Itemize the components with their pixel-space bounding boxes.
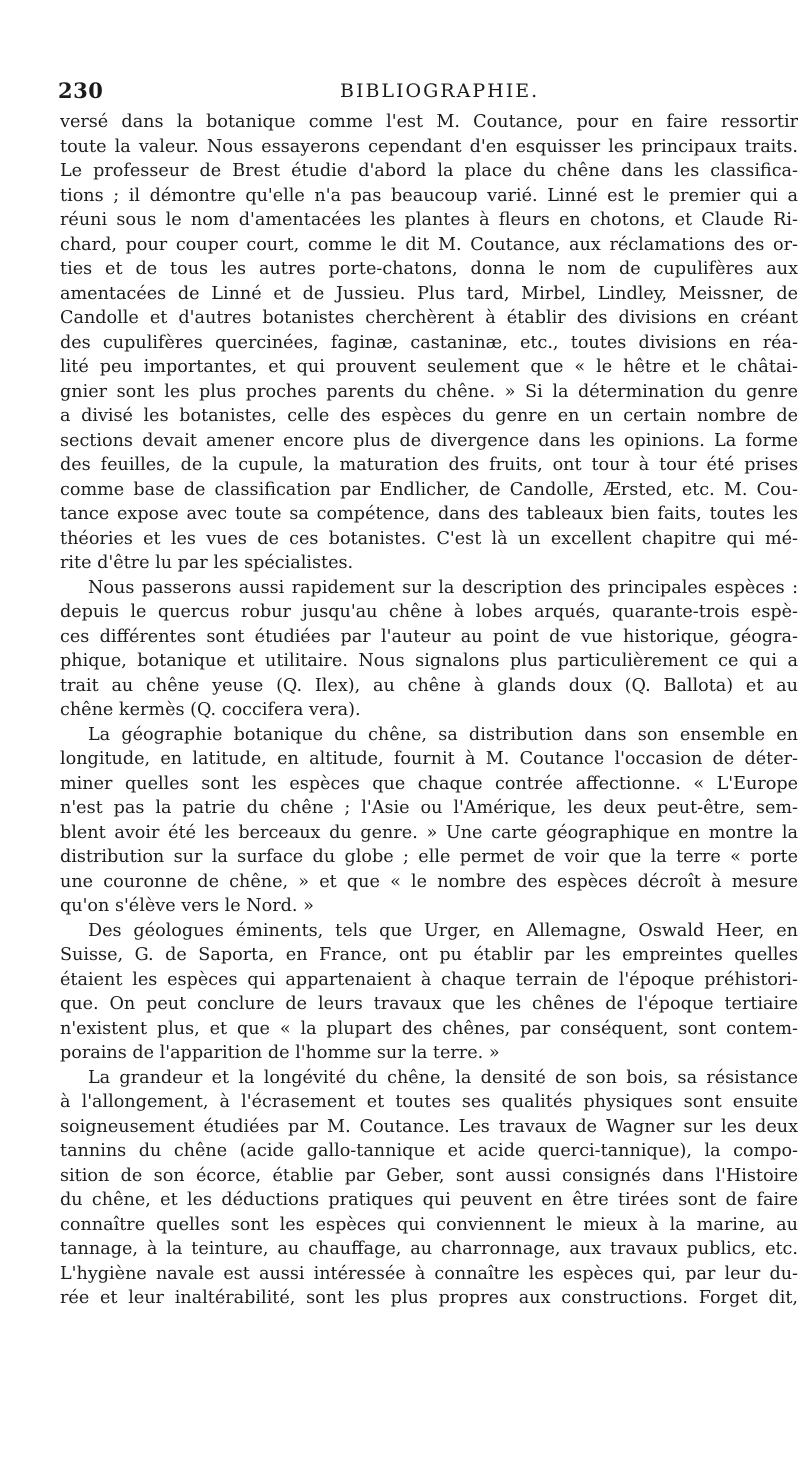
text-line: L'hygiène navale est aussi intéressée à connaître les espèces qui, par leur du- [60,1263,798,1284]
text-line: comme base de classification par Endlicher, de Candolle, Ærsted, etc. M. Cou- [60,479,798,500]
text-line: chard, pour couper court, comme le dit M. Coutance, aux réclamations des or- [60,234,798,255]
text-line: chêne kermès (Q. coccifera vera). [60,700,361,720]
text-line: qu'on s'élève vers le Nord. » [60,896,314,916]
text-line: sition de son écorce, établie par Geber, sont aussi consignés dans l'Histoire [60,1165,798,1186]
text-line: toute la valeur. Nous essayerons cependant d'en esquisser les principaux traits. [60,136,798,157]
text-line: porains de l'apparition de l'homme sur la terre. » [60,1043,500,1063]
text-line: rée et leur inaltérabilité, sont les plus propres aux constructions. Forget dit, [60,1288,798,1308]
text-line: n'est pas la patrie du chêne ; l'Asie ou l'Amérique, les deux peut-être, sem- [60,798,798,818]
text-line: miner quelles sont les espèces que chaque contrée affectionne. « L'Europe [60,773,798,794]
text-line: amentacées de Linné et de Jussieu. Plus tard, Mirbel, Lindley, Meissner, de [60,283,798,304]
body-text [60,110,798,1311]
text-line: gnier sont les plus proches parents du chêne. » Si la détermination du genre [60,381,798,402]
text-line: sections devait amener encore plus de divergence dans les opinions. La forme [60,430,798,451]
text-line: La grandeur et la longévité du chêne, la densité de son bois, sa résistance [88,1067,798,1088]
text-line: à l'allongement, à l'écrasement et toutes ses qualités physiques sont ensuite [60,1092,798,1112]
text-line: tannins du chêne (acide gallo-tannique et acide querci-tannique), la compo- [60,1141,798,1161]
text-line: Nous passerons aussi rapidement sur la description des principales espèces : [88,577,798,598]
text-line: soigneusement étudiées par M. Coutance. Les travaux de Wagner sur les deux [60,1116,798,1137]
page-number: 230 [58,78,104,103]
text-line: lité peu importantes, et qui prouvent seulement que « le hêtre et le châtai- [60,357,798,377]
text-line: une couronne de chêne, » et que « le nombre des espèces décroît à mesure [60,871,798,892]
text-line: depuis le quercus robur jusqu'au chêne à lobes arqués, quarante-trois espè- [60,602,798,622]
text-line: La géographie botanique du chêne, sa distribution dans son ensemble en [88,724,798,745]
text-line: Le professeur de Brest étudie d'abord la place du chêne dans les classifica- [60,161,798,181]
text-line: versé dans la botanique comme l'est M. Coutance, pour en faire ressortir [60,112,798,132]
page-header [58,70,798,110]
text-line: longitude, en latitude, en altitude, fournit à M. Coutance l'occasion de déter- [60,749,798,769]
text-line: n'existent plus, et que « la plupart des chênes, par conséquent, sont contem- [60,1018,798,1039]
text-line: étaient les espèces qui appartenaient à chaque terrain de l'époque préhistori- [60,969,798,990]
text-line: ties et de tous les autres porte-chatons, donna le nom de cupulifères aux [60,259,798,279]
text-line: Suisse, G. de Saporta, en France, ont pu établir par les empreintes quelles [60,945,798,965]
text-line: du chêne, et les déductions pratiques qui peuvent en être tirées sont de faire [60,1190,798,1210]
text-line: tance expose avec toute sa compétence, dans des tableaux bien faits, toutes les [60,504,798,524]
text-line: phique, botanique et utilitaire. Nous signalons plus particulièrement ce qui a [60,651,798,671]
text-line: réuni sous le nom d'amentacées les plantes à fleurs en chotons, et Claude Ri- [60,210,798,230]
text-line: ces différentes sont étudiées par l'auteur au point de vue historique, géogra- [60,626,798,647]
text-line: trait au chêne yeuse (Q. Ilex), au chêne à glands doux (Q. Ballota) et au [60,675,798,696]
text-line: tions ; il démontre qu'elle n'a pas beaucoup varié. Linné est le premier qui a [60,185,798,206]
text-line: que. On peut conclure de leurs travaux que les chênes de l'époque tertiaire [60,994,798,1014]
text-line: a divisé les botanistes, celle des espèces du genre en un certain nombre de [60,406,798,426]
text-line: Des géologues éminents, tels que Urger, en Allemagne, Oswald Heer, en [88,920,798,941]
text-line: rite d'être lu par les spécialistes. [60,553,354,573]
running-title: BIBLIOGRAPHIE. [340,80,540,102]
text-line: blent avoir été les berceaux du genre. » Une carte géographique en montre la [60,822,798,843]
text-line: des cupulifères quercinées, faginæ, castaninæ, etc., toutes divisions en réa- [60,332,798,353]
text-line: distribution sur la surface du globe ; elle permet de voir que la terre « porte [60,847,798,867]
text-line: théories et les vues de ces botanistes. C'est là un excellent chapitre qui mé- [60,528,798,549]
text-line: tannage, à la teinture, au chauffage, au charronnage, aux travaux publics, etc. [60,1239,798,1259]
text-line: connaître quelles sont les espèces qui conviennent le mieux à la marine, au [60,1214,798,1235]
text-line: des feuilles, de la cupule, la maturation des fruits, ont tour à tour été prises [60,455,798,475]
text-line: Candolle et d'autres botanistes cherchèrent à établir des divisions en créant [60,308,798,328]
